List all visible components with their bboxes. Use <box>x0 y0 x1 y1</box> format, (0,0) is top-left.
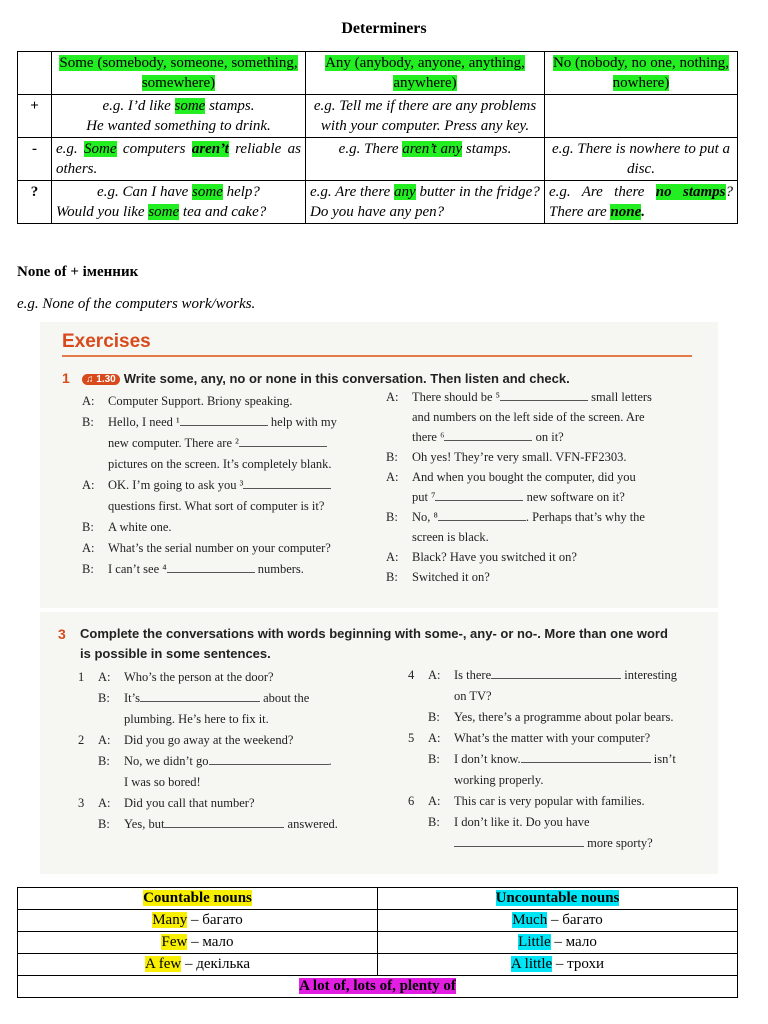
dialogue-text: Who’s the person at the door? <box>124 670 274 684</box>
dialogue-line <box>82 562 304 577</box>
dialogue-line <box>386 410 645 425</box>
dialogue-line <box>82 541 331 556</box>
answer-blank[interactable] <box>435 490 523 501</box>
nouns-row: Few – мало Little – мало <box>18 932 738 954</box>
dialogue-line <box>82 520 172 535</box>
dialogue-text: No, we didn’t go <box>124 754 209 768</box>
dialogue-text: numbers. <box>254 562 304 576</box>
dialogue-text: Did you call that number? <box>124 796 255 810</box>
speaker-label: A: <box>428 668 441 682</box>
row-symbol: ? <box>18 181 52 224</box>
dialogue-text: Switched it on? <box>412 570 490 584</box>
negative-any-cell: e.g. There aren’t any stamps. <box>306 138 545 181</box>
positive-some-cell: e.g. I’d like some stamps. He wanted something to drink. <box>52 95 306 138</box>
speaker-label: B: <box>82 415 94 429</box>
dialogue-line <box>78 796 255 811</box>
dialogue-line <box>78 691 309 706</box>
heading-divider <box>62 355 692 357</box>
speaker-label: B: <box>98 754 110 768</box>
dialogue-text: What’s the matter with your computer? <box>454 731 651 745</box>
dialogue-line <box>408 710 674 725</box>
dialogue-line <box>408 668 677 683</box>
speaker-label: B: <box>386 570 398 584</box>
exercise-3-instruction-2: is possible in some sentences. <box>80 646 271 661</box>
dialogue-text: Yes, but <box>124 817 165 831</box>
dialogue-text: new computer. There are ² <box>108 436 239 450</box>
dialogue-text: there ⁶ <box>412 430 445 444</box>
dialogue-line <box>408 836 653 851</box>
dialogue-line <box>78 733 293 748</box>
exercise-3-instruction-1: Complete the conversations with words beginning with some-, any- or no-. More than one word <box>80 626 668 641</box>
speaker-label: A: <box>82 541 95 555</box>
exercise-1-instruction: ♫ 1.30 Write some, any, no or none in this conversation. Then listen and check. <box>82 371 570 386</box>
dialogue-text: There should be ⁵ <box>412 390 501 404</box>
dialogue-text: pictures on the screen. It’s completely blank. <box>108 457 332 471</box>
answer-blank[interactable] <box>500 390 588 401</box>
dialogue-text: A white one. <box>108 520 172 534</box>
dialogue-text: new software on it? <box>523 490 625 504</box>
dialogue-line <box>78 712 269 727</box>
dialogue-text: I don’t know. <box>454 752 521 766</box>
dialogue-line <box>386 390 652 405</box>
dialogue-text: interesting <box>621 668 678 682</box>
nouns-row: Many – багато Much – багато <box>18 910 738 932</box>
uncountable-header: Uncountable nouns <box>378 888 738 910</box>
answer-blank[interactable] <box>444 430 532 441</box>
dialogue-text: on TV? <box>454 689 492 703</box>
dialogue-text: answered. <box>284 817 338 831</box>
nouns-header-row <box>18 888 738 910</box>
item-number: 6 <box>408 794 415 808</box>
dialogue-line <box>408 752 676 767</box>
dialogue-text: What’s the serial number on your computer? <box>108 541 331 555</box>
answer-blank[interactable] <box>167 562 255 573</box>
answer-blank[interactable] <box>239 436 327 447</box>
nouns-table <box>17 887 738 998</box>
countable-header: Countable nouns <box>18 888 378 910</box>
page-title: Determiners <box>341 20 427 37</box>
dialogue-text: . <box>328 754 332 768</box>
speaker-label: B: <box>386 510 398 524</box>
dialogue-text: screen is black. <box>412 530 489 544</box>
dialogue-text: Computer Support. Briony speaking. <box>108 394 293 408</box>
speaker-label: B: <box>82 562 94 576</box>
dialogue-line <box>408 731 650 746</box>
dialogue-line <box>78 754 332 769</box>
row-symbol: - <box>18 138 52 181</box>
speaker-label: A: <box>386 390 399 404</box>
dialogue-line <box>82 415 337 430</box>
speaker-label: B: <box>428 710 440 724</box>
dialogue-text: . Perhaps that’s why the <box>525 510 645 524</box>
question-no-cell: e.g. Are there no stamps? There are none. <box>545 181 738 224</box>
dialogue-line <box>82 394 292 409</box>
dialogue-text: Hello, I need ¹ <box>108 415 180 429</box>
item-number: 4 <box>408 668 415 682</box>
dialogue-text: more sporty? <box>584 836 653 850</box>
dialogue-text: Did you go away at the weekend? <box>124 733 294 747</box>
speaker-label: A: <box>98 670 111 684</box>
dialogue-line <box>408 794 645 809</box>
dialogue-text: I can’t see ⁴ <box>108 562 167 576</box>
dialogue-text: Yes, there’s a programme about polar bears. <box>454 710 674 724</box>
none-of-rule: None of + іменник <box>17 264 139 280</box>
speaker-label: B: <box>82 520 94 534</box>
speaker-label: A: <box>428 794 441 808</box>
speaker-label: B: <box>98 817 110 831</box>
dialogue-text: isn’t <box>650 752 676 766</box>
answer-blank[interactable] <box>209 754 329 765</box>
dialogue-text: Is there <box>454 668 492 682</box>
row-symbol: + <box>18 95 52 138</box>
speaker-label: A: <box>82 394 95 408</box>
speaker-label: A: <box>386 470 399 484</box>
speaker-label: A: <box>428 731 441 745</box>
dialogue-line <box>386 530 489 545</box>
speaker-label: A: <box>98 733 111 747</box>
speaker-label: B: <box>98 691 110 705</box>
dialogue-line <box>386 470 636 485</box>
dialogue-line <box>82 457 332 472</box>
speaker-label: B: <box>386 450 398 464</box>
dialogue-text: No, ⁸ <box>412 510 438 524</box>
answer-blank[interactable] <box>243 478 331 489</box>
table-row-question <box>18 181 738 224</box>
item-number: 5 <box>408 731 415 745</box>
negative-no-cell: e.g. There is nowhere to put a disc. <box>545 138 738 181</box>
answer-blank[interactable] <box>164 817 284 828</box>
exercise-3-panel <box>40 612 718 874</box>
speaker-label: A: <box>82 478 95 492</box>
header-no: No (nobody, no one, nothing, nowhere) <box>545 52 738 95</box>
dialogue-text: Oh yes! They’re very small. VFN-FF2303. <box>412 450 627 464</box>
dialogue-line <box>408 689 492 704</box>
negative-some-cell: e.g. Some computers aren’t reliable as others. <box>52 138 306 181</box>
dialogue-line <box>386 570 490 585</box>
dialogue-text: and numbers on the left side of the screen. Are <box>412 410 645 424</box>
dialogue-text: And when you bought the computer, did you <box>412 470 636 484</box>
audio-track-badge: ♫ 1.30 <box>82 374 120 385</box>
dialogue-text: It’s <box>124 691 140 705</box>
dialogue-text: This car is very popular with families. <box>454 794 645 808</box>
dialogue-line <box>386 490 625 505</box>
exercises-heading: Exercises <box>62 331 151 352</box>
dialogue-line <box>78 775 201 790</box>
positive-no-cell <box>545 95 738 138</box>
table-header-row <box>18 52 738 95</box>
dialogue-text: put ⁷ <box>412 490 436 504</box>
answer-blank[interactable] <box>180 415 268 426</box>
exercise-1-panel <box>40 322 718 608</box>
item-number: 2 <box>78 733 85 747</box>
speaker-label: A: <box>98 796 111 810</box>
speaker-label: A: <box>386 550 399 564</box>
dialogue-line <box>386 510 645 525</box>
dialogue-line <box>386 430 564 445</box>
dialogue-line <box>82 499 324 514</box>
answer-blank[interactable] <box>454 836 584 847</box>
table-row-negative <box>18 138 738 181</box>
dialogue-line <box>408 773 543 788</box>
dialogue-text: Black? Have you switched it on? <box>412 550 577 564</box>
positive-any-cell: e.g. Tell me if there are any problems with your computer. Press any key. <box>306 95 545 138</box>
answer-blank[interactable] <box>438 510 526 521</box>
question-any-cell: e.g. Are there any butter in the fridge? Do you have any pen? <box>306 181 545 224</box>
determiners-table <box>17 51 738 224</box>
dialogue-line <box>78 670 274 685</box>
dialogue-line <box>78 817 338 832</box>
none-of-example: e.g. None of the computers work/works. <box>17 296 256 312</box>
dialogue-text: on it? <box>532 430 564 444</box>
answer-blank[interactable] <box>521 752 651 763</box>
item-number: 3 <box>78 796 85 810</box>
item-number: 1 <box>78 670 85 684</box>
speaker-label: B: <box>428 752 440 766</box>
dialogue-text: working properly. <box>454 773 544 787</box>
answer-blank[interactable] <box>491 668 621 679</box>
question-some-cell: e.g. Can I have some help? Would you like some tea and cake? <box>52 181 306 224</box>
header-some: Some (somebody, someone, something, somewhere) <box>52 52 306 95</box>
dialogue-text: I don’t like it. Do you have <box>454 815 590 829</box>
dialogue-line <box>82 436 327 451</box>
nouns-both-row: A lot of, lots of, plenty of <box>18 976 738 998</box>
dialogue-line <box>386 450 626 465</box>
dialogue-text: plumbing. He’s here to fix it. <box>124 712 269 726</box>
dialogue-text: about the <box>259 691 310 705</box>
exercise-1-number: 1 <box>62 370 70 386</box>
speaker-label: B: <box>428 815 440 829</box>
dialogue-line <box>408 815 590 830</box>
dialogue-text: I was so bored! <box>124 775 201 789</box>
header-empty-cell <box>18 52 52 95</box>
nouns-row: A few – декілька A little – трохи <box>18 954 738 976</box>
table-row-positive <box>18 95 738 138</box>
dialogue-text: OK. I’m going to ask you ³ <box>108 478 244 492</box>
dialogue-line <box>82 478 331 493</box>
header-any: Any (anybody, anyone, anything, anywhere) <box>306 52 545 95</box>
dialogue-text: small letters <box>588 390 652 404</box>
dialogue-text: help with my <box>267 415 337 429</box>
answer-blank[interactable] <box>140 691 260 702</box>
dialogue-text: questions first. What sort of computer is it? <box>108 499 325 513</box>
exercise-3-number: 3 <box>58 626 66 642</box>
dialogue-line <box>386 550 577 565</box>
